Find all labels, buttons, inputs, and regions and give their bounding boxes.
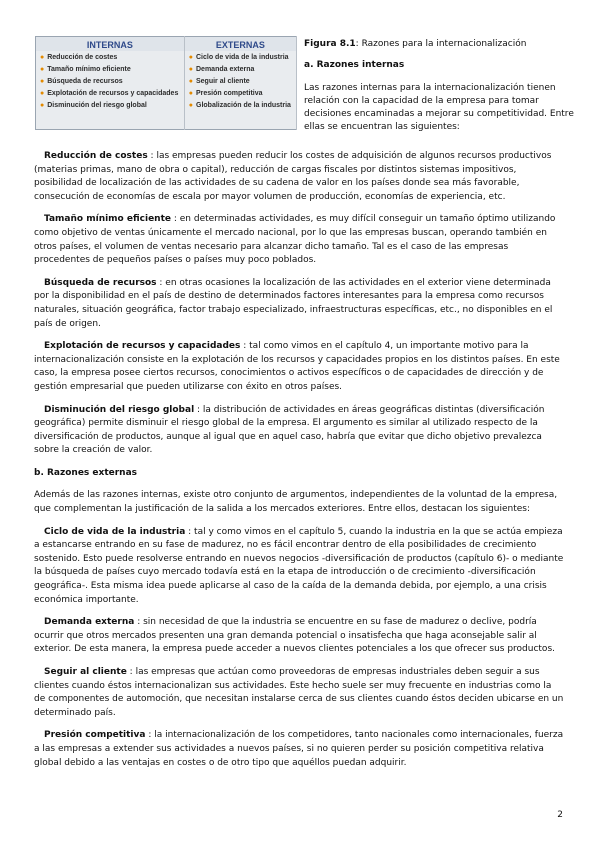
figure-reasons-table xyxy=(35,36,297,130)
section-a-title: a. Razones internas xyxy=(304,60,405,70)
list-item: ● Disminución del riesgo global xyxy=(40,102,147,109)
paragraph-a-4: Disminución del riesgo global : la distribución de actividades en áreas geográficas distintas (diversificación geográfica) permite disminuir el riesgo global de la empresa. El argumento es similar al utilizado respecto de la diversificación de productos, aunque al igual que en aquel caso, habría que evitar que dicho objetivo prevalezca sobre la creación de valor. xyxy=(34,404,545,456)
header-internas: INTERNAS xyxy=(36,37,185,52)
bullet-icon: ● xyxy=(40,90,45,97)
paragraph-a-2: Búsqueda de recursos : en otras ocasiones la localización de las actividades en el exterior viene determinada por la disponibilidad en el país de destino de determinados factores interesantes para la empresa como recursos naturales, situación geográfica, factor trabajo especializado, infraestructuras específicas, etc., no disponibles en el país de origen. xyxy=(34,277,553,329)
header-externas: EXTERNAS xyxy=(184,37,296,52)
paragraph-a-0: Reducción de costes : las empresas pueden reducir los costes de adquisición de algunos recursos productivos (materias primas, mano de obra o capital), reducción de cargas fiscales por distintos sistemas impositivos, posibilidad de localización de las actividades de su cadena de valor en los países donde sea más favorable, consecución de economías de escala por mayor volumen de producción, economías de experiencia, etc. xyxy=(34,151,552,202)
main-text xyxy=(34,150,565,779)
list-item: ● Demanda externa xyxy=(188,66,255,73)
paragraph-b-2: Seguir al cliente : las empresas que actúan como proveedoras de empresas industriales deben seguir a sus clientes cuando éstos internacionalizan sus actividades. Este hecho suele ser muy frecuente en industrias como la de componentes de automoción, que necesitan instalarse cerca de sus clientes cuando éstos deciden ubicarse en un determinado país. xyxy=(34,667,564,718)
bullet-icon: ● xyxy=(188,66,193,73)
paragraph-a-3: Explotación de recursos y capacidades : tal como vimos en el capítulo 4, un importante motivo para la internacionalización consiste en la explotación de los recursos y capacidades propios en los distintos países. En este caso, la empresa posee ciertos recursos, conocimientos o activos específicos o de capacidades de dirección y de gestión empresarial que pueden utilizarse con éxito en otros países. xyxy=(34,341,560,392)
list-item: ● Seguir al cliente xyxy=(188,78,250,85)
internas-column xyxy=(36,51,185,130)
figure-caption: Figura 8.1: Razones para la internacionalización xyxy=(304,39,527,49)
list-item: ● Globalización de la industria xyxy=(188,102,291,109)
bullet-icon: ● xyxy=(188,54,193,61)
section-b-title: b. Razones externas xyxy=(34,467,138,478)
bullet-icon: ● xyxy=(40,66,45,73)
list-item: ● Ciclo de vida de la industria xyxy=(188,54,289,61)
bullet-icon: ● xyxy=(188,78,193,85)
list-item: ● Búsqueda de recursos xyxy=(40,78,123,85)
bullet-icon: ● xyxy=(188,90,193,97)
list-item: ● Tamaño mínimo eficiente xyxy=(40,66,131,73)
list-item: ● Reducción de costes xyxy=(40,54,118,61)
section-a-intro: Las razones internas para la internacionalización tienen relación con la capacidad de la empresa para tomar decisiones encaminadas a mejorar su competitividad. Entre ellas se encuentran las siguientes: xyxy=(304,83,574,132)
page-number: 2 xyxy=(557,810,563,820)
bullet-icon: ● xyxy=(40,78,45,85)
externas-column xyxy=(184,51,296,130)
bullet-icon: ● xyxy=(40,54,45,61)
list-item: ● Explotación de recursos y capacidades xyxy=(40,90,179,97)
side-column xyxy=(304,38,574,134)
bullet-icon: ● xyxy=(40,102,45,109)
list-item: ● Presión competitiva xyxy=(188,90,263,97)
paragraph-b-3: Presión competitiva : la internacionalización de los competidores, tanto nacionales como internacionales, fuerza a las empresas a extender sus actividades a nuevos países, si no quieren perder su posición competitiva relativa global debido a las ventajas en costes o de otro tipo que aquéllos puedan adquirir. xyxy=(34,730,564,768)
paragraph-a-1: Tamaño mínimo eficiente : en determinadas actividades, es muy difícil conseguir un tamaño óptimo utilizando como objetivo de ventas únicamente el mercado nacional, por lo que las empresas buscan, operando también en otros países, el volumen de ventas necesario para alcanzar dicho tamaño. Tal es el caso de las empresas procedentes de pequeños países o países muy poco poblados. xyxy=(34,214,556,266)
paragraph-b-1: Demanda externa : sin necesidad de que la industria se encuentre en su fase de madurez o declive, podría ocurrir que otros mercados presenten una gran demanda potencial o insatisfecha que haga aconsejable salir al exterior. De esta manera, la empresa puede acceder a nuevos clientes potenciales a los que ofrecer sus productos. xyxy=(34,617,555,655)
section-b-intro: Además de las razones internas, existe otro conjunto de argumentos, independientes de la voluntad de la empresa, que complementan la justificación de la salida a los mercados exteriores. Entre ellos, destacan los siguientes: xyxy=(34,490,558,515)
bullet-icon: ● xyxy=(188,102,193,109)
paragraph-b-0: Ciclo de vida de la industria : tal y como vimos en el capítulo 5, cuando la industria en la que se actúa empieza a estancarse entrando en su fase de madurez, no es fácil encontrar dentro de ella posibilidades de crecimiento sostenido. Esto puede resolverse entrando en nuevos negocios -diversificación de productos (capítulo 6)- o mediante la búsqueda de países cuyo mercado todavía está en la etapa de introducción o de crecimiento -diversificación geográfica-. Esta misma idea puede aplicarse al caso de la caída de la demanda debida, por ejemplo, a una crisis económica importante. xyxy=(34,526,564,605)
